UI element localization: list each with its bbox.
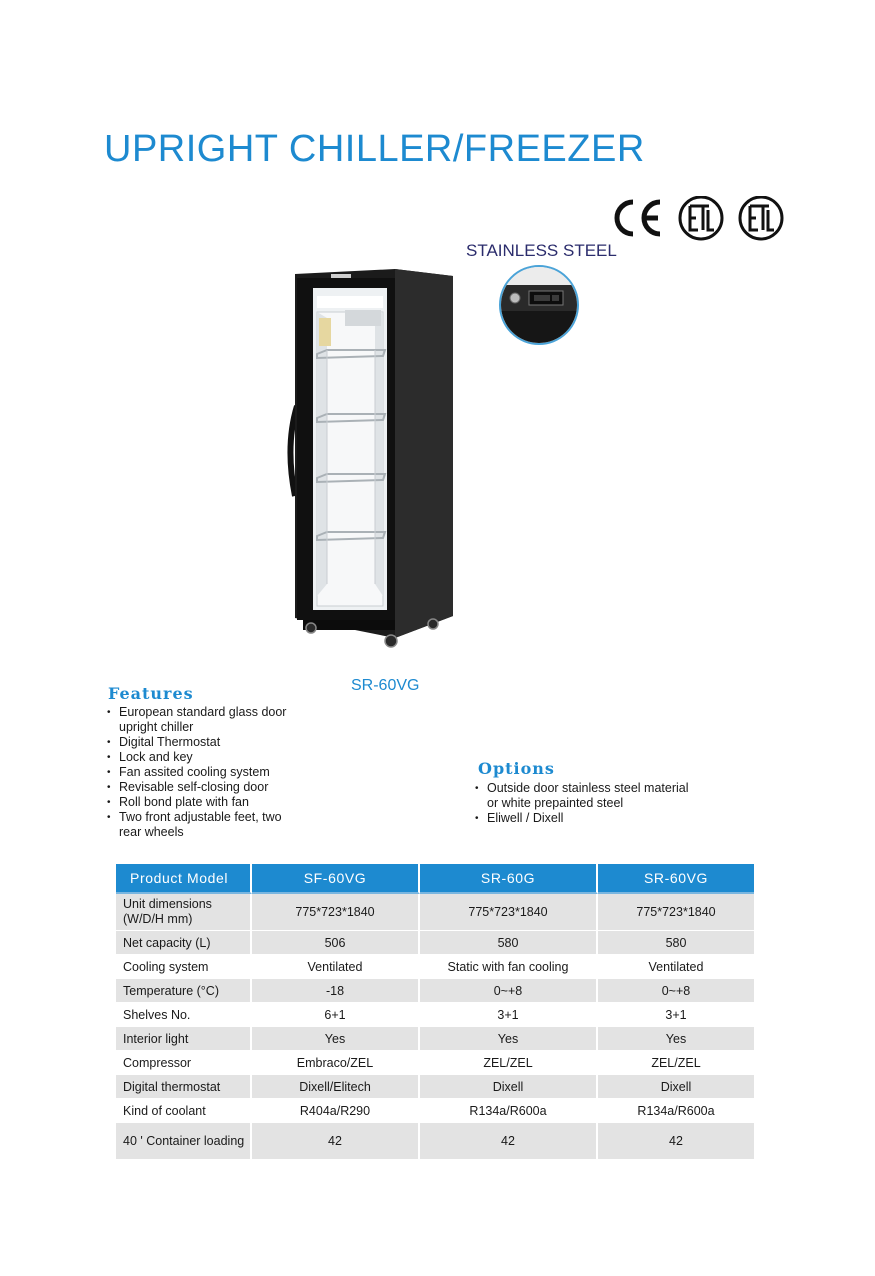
table-cell: Dixell/Elitech	[252, 1075, 420, 1099]
table-cell: Ventilated	[252, 955, 420, 979]
table-row	[116, 931, 754, 955]
table-cell: Dixell	[598, 1075, 754, 1099]
table-row	[116, 979, 754, 1003]
spec-table	[116, 864, 754, 1160]
feature-item: • Roll bond plate with fan	[107, 795, 292, 810]
table-cell: 775*723*1840	[598, 894, 754, 931]
row-label: Cooling system	[116, 955, 252, 979]
table-cell: Yes	[598, 1027, 754, 1051]
table-cell: 6+1	[252, 1003, 420, 1027]
row-label: 40 ' Container loading	[116, 1123, 252, 1160]
option-item: • Eliwell / Dixell	[475, 811, 695, 826]
table-cell: Ventilated	[598, 955, 754, 979]
features-heading: Features	[108, 684, 194, 703]
options-list	[475, 781, 695, 826]
ce-mark-icon	[611, 196, 663, 240]
table-cell: Embraco/ZEL	[252, 1051, 420, 1075]
table-cell: Yes	[420, 1027, 598, 1051]
table-cell: 42	[420, 1123, 598, 1160]
etl-sanitation-mark-icon	[737, 196, 785, 240]
table-cell: -18	[252, 979, 420, 1003]
table-cell: 775*723*1840	[252, 894, 420, 931]
row-label: Shelves No.	[116, 1003, 252, 1027]
row-label: Compressor	[116, 1051, 252, 1075]
table-row	[116, 955, 754, 979]
table-cell: 506	[252, 931, 420, 955]
row-label: Unit dimensions (W/D/H mm)	[116, 894, 252, 931]
table-cell: 3+1	[420, 1003, 598, 1027]
column-header-sr-60g: SR-60G	[420, 864, 598, 894]
table-cell: R134a/R600a	[598, 1099, 754, 1123]
table-cell: 42	[598, 1123, 754, 1160]
row-label: Temperature (°C)	[116, 979, 252, 1003]
row-label: Kind of coolant	[116, 1099, 252, 1123]
row-label: Interior light	[116, 1027, 252, 1051]
column-header-sf-60vg: SF-60VG	[252, 864, 420, 894]
table-cell: ZEL/ZEL	[420, 1051, 598, 1075]
feature-item: • Lock and key	[107, 750, 292, 765]
table-cell: 0~+8	[598, 979, 754, 1003]
column-header-product-model: Product Model	[116, 864, 252, 894]
model-caption: SR-60VG	[351, 677, 420, 694]
table-row	[116, 1075, 754, 1099]
product-image-fridge	[283, 266, 458, 656]
features-list	[107, 705, 292, 840]
etl-mark-icon	[677, 196, 725, 240]
table-cell: 42	[252, 1123, 420, 1160]
table-cell: R404a/R290	[252, 1099, 420, 1123]
table-cell: 775*723*1840	[420, 894, 598, 931]
feature-item: • Two front adjustable feet, two rear wheels	[107, 810, 292, 840]
table-row	[116, 1123, 754, 1160]
table-row	[116, 1099, 754, 1123]
table-row	[116, 894, 754, 931]
row-label: Net capacity (L)	[116, 931, 252, 955]
options-heading: Options	[478, 759, 555, 778]
table-cell: R134a/R600a	[420, 1099, 598, 1123]
column-header-sr-60vg: SR-60VG	[598, 864, 754, 894]
page-title: UPRIGHT CHILLER/FREEZER	[104, 128, 645, 170]
feature-item: • European standard glass door upright chiller	[107, 705, 292, 735]
table-cell: 0~+8	[420, 979, 598, 1003]
table-row	[116, 1003, 754, 1027]
option-item: • Outside door stainless steel material or white prepainted steel	[475, 781, 695, 811]
table-cell: Dixell	[420, 1075, 598, 1099]
table-row	[116, 1027, 754, 1051]
table-row	[116, 1051, 754, 1075]
table-cell: ZEL/ZEL	[598, 1051, 754, 1075]
table-cell: 3+1	[598, 1003, 754, 1027]
thermostat-detail-image	[499, 265, 579, 345]
feature-item: • Revisable self-closing door	[107, 780, 292, 795]
table-cell: Static with fan cooling	[420, 955, 598, 979]
spec-table-header-row	[116, 864, 754, 894]
row-label: Digital thermostat	[116, 1075, 252, 1099]
feature-item: • Fan assited cooling system	[107, 765, 292, 780]
table-cell: 580	[420, 931, 598, 955]
feature-item: • Digital Thermostat	[107, 735, 292, 750]
table-cell: 580	[598, 931, 754, 955]
material-label: STAINLESS STEEL	[466, 241, 617, 260]
table-cell: Yes	[252, 1027, 420, 1051]
